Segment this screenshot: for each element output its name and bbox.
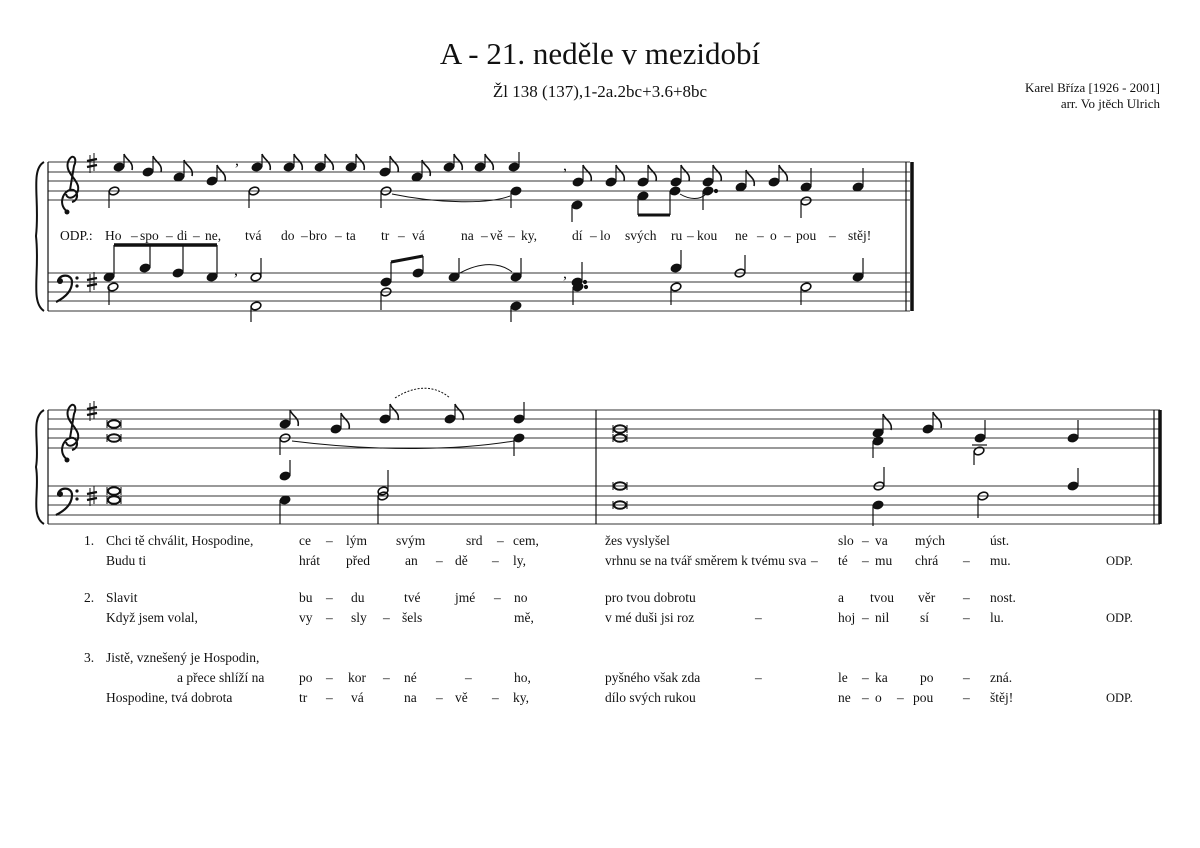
verse-text: – <box>326 533 333 548</box>
psalm-reference: Žl 138 (137),1-2a.2bc+3.6+8bc <box>492 82 708 101</box>
verse-text: – <box>755 670 762 685</box>
lyric-syllable: tvá <box>245 228 262 243</box>
lyric-syllable: Ho <box>105 228 122 243</box>
sharp-icon <box>87 401 97 421</box>
bass-line-1 <box>107 282 812 322</box>
verse-text: pou <box>913 690 934 705</box>
verse-text: před <box>346 553 370 568</box>
brace-icon <box>36 410 44 524</box>
verse-text: bu <box>299 590 313 605</box>
verse-text: žes vyslyšel <box>605 533 670 548</box>
verse-text: – <box>436 553 443 568</box>
lyric-syllable: – <box>829 228 836 243</box>
lyric-syllable: vě <box>490 228 503 243</box>
verse-text: né <box>404 670 417 685</box>
response-label: ODP.: <box>60 228 93 243</box>
verse-text: chrá <box>915 553 939 568</box>
verse-text: tr <box>299 690 308 705</box>
lyric-syllable: vá <box>412 228 425 243</box>
verse-text: vá <box>351 690 364 705</box>
verse-text: sí <box>920 610 930 625</box>
verse-text: a přece shlíží na <box>177 670 265 685</box>
verse-text: pro tvou dobrotu <box>605 590 696 605</box>
verse-text: le <box>838 670 848 685</box>
bass-clef-icon <box>56 489 79 515</box>
verse-text: dě <box>455 553 468 568</box>
lyric-syllable: – <box>784 228 791 243</box>
lyric-syllable: ne, <box>205 228 222 243</box>
lyric-syllable: – <box>757 228 764 243</box>
lyric-syllable: na <box>461 228 474 243</box>
verse-text: Hospodine, tvá dobrota <box>106 690 233 705</box>
lyric-syllable: dí <box>572 228 583 243</box>
lyric-syllable: stěj! <box>848 228 872 243</box>
lyric-syllable: – <box>590 228 597 243</box>
verse-text: Slavit <box>106 590 138 605</box>
lyric-syllable: – <box>301 228 308 243</box>
page-title: A - 21. neděle v mezidobí <box>439 36 761 71</box>
response-cue: ODP. <box>1106 691 1133 705</box>
response-cue: ODP. <box>1106 554 1133 568</box>
verse-text: ho, <box>514 670 531 685</box>
verse-text: vy <box>299 610 313 625</box>
verse-text: – <box>383 610 390 625</box>
verse-text: – <box>494 590 501 605</box>
lyric-syllable: ky, <box>521 228 537 243</box>
verse-text: – <box>963 670 970 685</box>
verse-text: Chci tě chválit, Hospodine, <box>106 533 254 548</box>
lyric-syllable: lo <box>600 228 611 243</box>
lyric-syllable: kou <box>697 228 718 243</box>
lyric-syllable: ru <box>671 228 683 243</box>
verse-text: du <box>351 590 365 605</box>
treble-clef-icon <box>62 405 78 463</box>
lyric-syllable: bro <box>309 228 327 243</box>
verse-text: slo <box>838 533 854 548</box>
verse-text: – <box>326 690 333 705</box>
lyric-syllable: ta <box>346 228 356 243</box>
bass-staff-1 <box>48 273 910 311</box>
verse-text: – <box>963 553 970 568</box>
response-cue: ODP. <box>1106 611 1133 625</box>
lyric-syllable: – <box>131 228 138 243</box>
verse-number: 2. <box>84 590 95 605</box>
verse-text: mých <box>915 533 945 548</box>
verse-text: po <box>299 670 313 685</box>
verse-text: dílo svých rukou <box>605 690 696 705</box>
lyric-syllable: pou <box>796 228 817 243</box>
verse-text: věr <box>918 590 936 605</box>
verse-text: – <box>963 610 970 625</box>
composer-name: Karel Bříza [1926 - 2001] <box>1024 80 1160 95</box>
verse-text: no <box>514 590 528 605</box>
verse-text: – <box>862 670 869 685</box>
verse-text: Budu ti <box>106 553 147 568</box>
lyric-syllable: – <box>398 228 405 243</box>
verse-text: ly, <box>513 553 526 568</box>
lyric-syllable: tr <box>381 228 390 243</box>
system-2 <box>36 388 1160 526</box>
verse-text: sly <box>351 610 367 625</box>
verse-text: – <box>436 690 443 705</box>
verse-text: ce <box>299 533 311 548</box>
svg-text:,: , <box>563 265 567 282</box>
svg-text:,: , <box>235 152 239 169</box>
verse-text: – <box>326 670 333 685</box>
verse-text: – <box>862 610 869 625</box>
verse-text: Jistě, vznešený je Hospodin, <box>106 650 260 665</box>
lyric-syllable: – <box>335 228 342 243</box>
treble-staff-2 <box>48 410 1160 448</box>
verse-text: v mé duši jsi roz <box>605 610 695 625</box>
verse-text: o <box>875 690 882 705</box>
svg-text:,: , <box>234 262 238 279</box>
verse-text: štěj! <box>990 690 1014 705</box>
verse-text: nil <box>875 610 890 625</box>
verse-text: zná. <box>990 670 1013 685</box>
verse-text: vrhnu se na tvář směrem k tvému sva <box>605 553 807 568</box>
verse-text: – <box>963 590 970 605</box>
verse-text: té <box>838 553 848 568</box>
lyric-syllable: o <box>770 228 777 243</box>
verse-text: ne <box>838 690 851 705</box>
verse-text: cem, <box>513 533 539 548</box>
treble-clef-icon <box>62 157 78 215</box>
verse-text: – <box>383 670 390 685</box>
verse-text: hoj <box>838 610 856 625</box>
lyric-syllable: – <box>481 228 488 243</box>
verse-text: an <box>405 553 418 568</box>
verse-number: 3. <box>84 650 95 665</box>
verse-text: mu <box>875 553 893 568</box>
verse-text: – <box>492 690 499 705</box>
verse-text: srd <box>466 533 483 548</box>
svg-text:,: , <box>563 157 567 174</box>
breath-mark-icon <box>235 152 567 174</box>
verse-text: lým <box>346 533 368 548</box>
verse-text: va <box>875 533 888 548</box>
verse-text: lu. <box>990 610 1004 625</box>
verse-text: pyšného však zda <box>605 670 701 685</box>
verse-text: Když jsem volal, <box>106 610 198 625</box>
verse-text: – <box>862 690 869 705</box>
lyric-syllable: – <box>687 228 694 243</box>
verse-text: vě <box>455 690 468 705</box>
verse-text: – <box>497 533 504 548</box>
verse-text: mu. <box>990 553 1011 568</box>
lyric-syllable: do <box>281 228 295 243</box>
verse-text: – <box>755 610 762 625</box>
lyric-syllable: – <box>508 228 515 243</box>
verse-text: svým <box>396 533 426 548</box>
verse-text: jmé <box>455 590 476 605</box>
tenor-line-1 <box>103 245 864 287</box>
lyric-syllable: svých <box>625 228 657 243</box>
verse-text: – <box>963 690 970 705</box>
arranger-name: arr. Vo jtěch Ulrich <box>1060 96 1160 111</box>
verse-text: a <box>838 590 844 605</box>
bass-clef-icon <box>56 276 79 302</box>
verse-text: nost. <box>990 590 1016 605</box>
verse-text: tvé <box>404 590 421 605</box>
lyric-syllable: ne <box>735 228 748 243</box>
verse-text: kor <box>348 670 366 685</box>
verse-text: – <box>862 533 869 548</box>
verse-text: po <box>920 670 934 685</box>
verse-text: – <box>326 590 333 605</box>
lyric-syllable: di <box>177 228 188 243</box>
verse-text: úst. <box>990 533 1010 548</box>
verse-text: na <box>404 690 417 705</box>
lyric-syllable: – <box>166 228 173 243</box>
verse-text: – <box>465 670 472 685</box>
verse-text: – <box>492 553 499 568</box>
verse-text: – <box>326 610 333 625</box>
verse-text: hrát <box>299 553 320 568</box>
verse-text: – <box>811 553 818 568</box>
verse-text: ka <box>875 670 888 685</box>
bass-staff-2 <box>48 486 1160 524</box>
verse-text: – <box>897 690 904 705</box>
verse-text: tvou <box>870 590 895 605</box>
verse-text: mě, <box>514 610 534 625</box>
lyric-syllable: – <box>193 228 200 243</box>
verse-text: šels <box>402 610 423 625</box>
sharp-icon <box>87 153 97 173</box>
verse-number: 1. <box>84 533 95 548</box>
verse-text: ky, <box>513 690 529 705</box>
lyric-syllable: spo <box>140 228 159 243</box>
brace-icon <box>36 162 44 311</box>
verse-text: – <box>862 553 869 568</box>
